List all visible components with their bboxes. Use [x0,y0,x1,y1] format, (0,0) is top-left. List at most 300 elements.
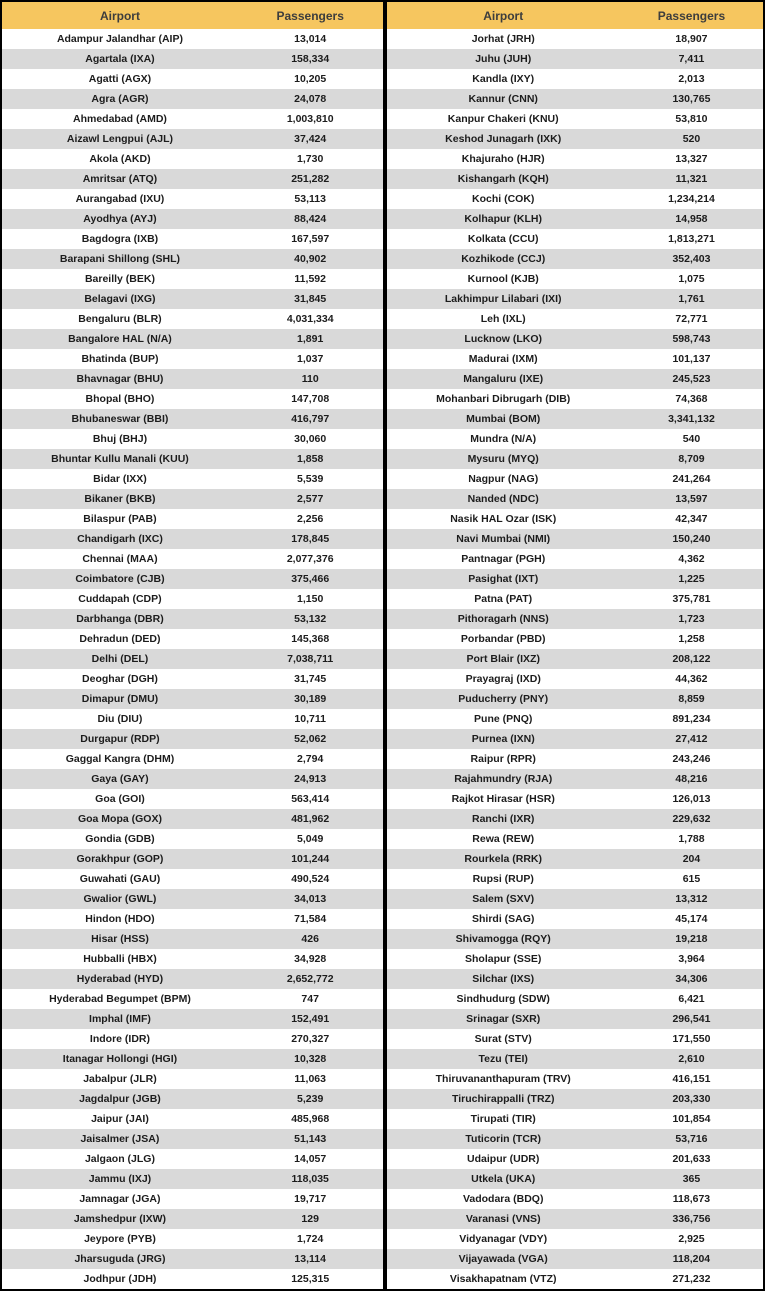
table-row [387,769,764,789]
passengers-cell: 130,765 [672,93,711,105]
passengers-cell: 11,592 [294,273,326,285]
passengers-cell: 7,038,711 [287,653,334,665]
airport-cell: Nagpur (NAG) [468,473,539,485]
airport-cell: Kolhapur (KLH) [464,213,542,225]
passengers-cell: 53,810 [675,113,708,125]
passengers-cell: 270,327 [291,1033,330,1045]
airport-cell: Mysuru (MYQ) [467,453,539,465]
table-row [387,1269,764,1289]
airport-cell: Vadodara (BDQ) [462,1193,544,1205]
table-row [387,969,764,989]
airport-cell: Hyderabad (HYD) [76,973,164,985]
table-row [387,109,764,129]
table-row [2,89,383,109]
passengers-cell: 241,264 [672,473,711,485]
airport-cell: Chennai (MAA) [82,553,158,565]
passengers-cell: 891,234 [672,713,711,725]
table-row [387,909,764,929]
table-row [2,209,383,229]
passengers-cell: 375,466 [291,573,330,585]
airport-column-header: Airport [483,8,524,23]
airport-cell: Darbhanga (DBR) [76,613,164,625]
table-row [2,1049,383,1069]
passengers-cell: 2,794 [297,753,324,765]
passengers-cell: 45,174 [675,913,708,925]
airport-cell: Durgapur (RDP) [80,733,160,745]
airport-cell: Juhu (JUH) [475,53,532,65]
passengers-cell: 416,797 [291,413,330,425]
passengers-cell: 485,968 [291,1113,330,1125]
airport-cell: Mundra (N/A) [470,433,537,445]
table-row [387,369,764,389]
airport-cell: Imphal (IMF) [89,1013,151,1025]
passengers-cell: 125,315 [291,1273,330,1285]
table-row [387,529,764,549]
airport-cell: Jamshedpur (IXW) [73,1213,167,1225]
table-row [2,289,383,309]
passengers-cell: 296,541 [672,1013,711,1025]
airport-cell: Bengaluru (BLR) [78,313,162,325]
passengers-cell: 37,424 [294,133,327,145]
airport-cell: Hisar (HSS) [91,933,149,945]
passengers-cell: 747 [301,993,319,1005]
airport-cell: Tirupati (TIR) [470,1113,536,1125]
passengers-cell: 53,113 [294,193,326,205]
passengers-cell: 4,362 [678,553,705,565]
table-row [2,829,383,849]
passengers-cell: 48,216 [675,773,708,785]
airport-cell: Rajahmundry (RJA) [454,773,553,785]
passengers-cell: 42,347 [675,513,708,525]
table-row [387,329,764,349]
table-row [2,189,383,209]
airport-cell: Pantnagar (PGH) [461,553,546,565]
passengers-cell: 490,524 [291,873,330,885]
airport-column-header: Airport [99,8,140,23]
table-row [387,689,764,709]
table-row [2,649,383,669]
table-row [2,1129,383,1149]
passengers-cell: 88,424 [294,213,327,225]
airport-cell: Rewa (REW) [472,833,535,845]
airport-cell: Srinagar (SXR) [466,1013,541,1025]
table-row [387,249,764,269]
passengers-cell: 1,258 [678,633,705,645]
table-row [2,489,383,509]
airport-cell: Khajuraho (HJR) [461,153,545,165]
table-row [387,649,764,669]
passengers-cell: 540 [682,433,701,445]
passengers-cell: 18,907 [675,33,708,45]
table-row [387,889,764,909]
airport-cell: Tuticorin (TCR) [465,1133,542,1145]
passengers-cell: 204 [682,853,701,865]
passengers-cell: 5,539 [297,473,324,485]
table-body [2,29,383,1289]
table-row [2,1009,383,1029]
passengers-cell: 4,031,334 [286,313,334,325]
table-row [2,449,383,469]
passengers-cell: 1,225 [678,573,705,585]
passengers-cell: 5,049 [297,833,324,845]
passengers-cell: 71,584 [294,913,327,925]
passengers-cell: 13,114 [294,1253,326,1265]
table-row [387,209,764,229]
passengers-cell: 1,037 [297,353,324,365]
table-row [387,269,764,289]
passengers-cell: 52,062 [294,733,327,745]
airport-cell: Lucknow (LKO) [464,333,542,345]
passengers-cell: 13,327 [675,153,708,165]
airport-cell: Ayodhya (AYJ) [83,213,157,225]
passengers-cell: 352,403 [672,253,711,265]
passengers-cell: 6,421 [678,993,705,1005]
airport-cell: Mohanbari Dibrugarh (DIB) [436,393,571,405]
airport-cell: Surat (STV) [474,1033,532,1045]
airport-cell: Gondia (GDB) [85,833,155,845]
airport-cell: Dehradun (DED) [79,633,161,645]
passengers-cell: 129 [301,1213,319,1225]
passengers-cell: 19,717 [294,1193,327,1205]
airport-cell: Leh (IXL) [480,313,526,325]
passengers-cell: 11,063 [294,1073,326,1085]
passengers-cell: 2,256 [297,513,324,525]
airport-cell: Bhuntar Kullu Manali (KUU) [51,453,189,465]
table-row [387,149,764,169]
table-row [387,789,764,809]
passengers-cell: 271,232 [672,1273,711,1285]
airport-cell: Bhuj (BHJ) [92,433,148,445]
airport-cell: Ahmedabad (AMD) [72,113,167,125]
airport-cell: Rupsi (RUP) [472,873,534,885]
table-row [2,469,383,489]
table-row [2,229,383,249]
table-row [387,849,764,869]
airport-cell: Nasik HAL Ozar (ISK) [450,513,557,525]
passengers-cell: 1,891 [297,333,324,345]
airport-cell: Salem (SXV) [472,893,535,905]
passengers-cell: 10,328 [294,1053,327,1065]
table-row [387,289,764,309]
passengers-cell: 30,189 [294,693,327,705]
passengers-cell: 34,928 [294,953,327,965]
table-row [387,429,764,449]
airport-cell: Aurangabad (IXU) [75,193,165,205]
airport-cell: Jabalpur (JLR) [83,1073,157,1085]
airport-cell: Varanasi (VNS) [465,1213,541,1225]
passengers-cell: 1,150 [297,593,324,605]
table-row [387,1009,764,1029]
passengers-cell: 8,859 [678,693,705,705]
airport-cell: Jaipur (JAI) [91,1113,149,1125]
passengers-cell: 110 [301,373,319,385]
passengers-cell: 126,013 [672,793,711,805]
airport-cell: Visakhapatnam (VTZ) [449,1273,557,1285]
airport-cell: Guwahati (GAU) [79,873,161,885]
airport-cell: Puducherry (PNY) [458,693,549,705]
airport-cell: Jorhat (JRH) [471,33,535,45]
airport-cell: Jammu (IXJ) [88,1173,152,1185]
airport-cell: Aizawl Lengpui (AJL) [66,133,174,145]
table-row [2,809,383,829]
airport-cell: Silchar (IXS) [472,973,535,985]
passengers-cell: 118,673 [672,1193,711,1205]
table-row [2,349,383,369]
passengers-cell: 24,913 [294,773,327,785]
airport-cell: Prayagraj (IXD) [465,673,541,685]
passengers-cell: 5,239 [297,1093,324,1105]
table-row [387,1229,764,1249]
table-row [387,549,764,569]
table-row [387,1129,764,1149]
table-row [2,149,383,169]
passengers-column-header: Passengers [276,8,344,23]
passengers-cell: 1,730 [297,153,324,165]
table-row [387,709,764,729]
airport-cell: Pithoragarh (NNS) [457,613,549,625]
airport-cell: Agatti (AGX) [88,73,152,85]
table-row [2,1149,383,1169]
table-row [2,629,383,649]
passengers-cell: 208,122 [672,653,711,665]
airport-cell: Kochi (COK) [472,193,535,205]
table-row [387,389,764,409]
table-row [2,729,383,749]
passengers-cell: 1,723 [678,613,705,625]
passengers-cell: 53,716 [675,1133,708,1145]
airport-cell: Itanagar Hollongi (HGI) [62,1053,178,1065]
airport-cell: Port Blair (IXZ) [466,653,540,665]
airport-cell: Kandla (IXY) [472,73,535,85]
passengers-cell: 481,962 [291,813,330,825]
passengers-cell: 2,577 [297,493,324,505]
airport-cell: Hyderabad Begumpet (BPM) [49,993,191,1005]
airport-cell: Ranchi (IXR) [472,813,535,825]
table-row [387,1189,764,1209]
table-row [2,29,383,49]
table-row [387,309,764,329]
airport-cell: Bareilly (BEK) [84,273,155,285]
airport-cell: Rajkot Hirasar (HSR) [451,793,555,805]
passengers-cell: 19,218 [675,933,708,945]
airport-cell: Porbandar (PBD) [460,633,546,645]
table-row [2,709,383,729]
table-row [387,1109,764,1129]
table-row [2,1109,383,1129]
passengers-cell: 1,075 [678,273,705,285]
airport-cell: Bhatinda (BUP) [81,353,159,365]
passengers-cell: 118,035 [291,1173,329,1185]
airport-cell: Gwalior (GWL) [83,893,157,905]
table-row [2,1269,383,1289]
table-row [2,409,383,429]
airport-cell: Agartala (IXA) [85,53,155,65]
passengers-cell: 3,341,132 [668,413,715,425]
passengers-cell: 74,368 [675,393,708,405]
airport-cell: Rourkela (RRK) [464,853,542,865]
airport-cell: Lakhimpur Lilabari (IXI) [444,293,562,305]
airport-cell: Agra (AGR) [91,93,149,105]
table-row [2,429,383,449]
table-row [387,29,764,49]
airport-cell: Shivamogga (RQY) [455,933,551,945]
airport-cell: Utkela (UKA) [471,1173,536,1185]
table-row [2,609,383,629]
passengers-cell: 152,491 [291,1013,330,1025]
passengers-cell: 563,414 [291,793,330,805]
airport-table-right [383,2,764,1289]
table-row [2,549,383,569]
airport-cell: Amritsar (ATQ) [82,173,158,185]
table-row [2,589,383,609]
passengers-cell: 147,708 [291,393,330,405]
table-row [2,329,383,349]
passengers-cell: 31,745 [294,673,327,685]
table-row [2,1209,383,1229]
table-row [387,349,764,369]
passengers-cell: 201,633 [672,1153,711,1165]
passengers-cell: 31,845 [294,293,327,305]
table-row [387,949,764,969]
airport-cell: Deoghar (DGH) [82,673,158,685]
passengers-cell: 375,781 [672,593,711,605]
airport-cell: Keshod Junagarh (IXK) [445,133,562,145]
airport-cell: Mangaluru (IXE) [463,373,544,385]
table-row [2,269,383,289]
table-row [2,849,383,869]
table-row [387,629,764,649]
airport-cell: Bagdogra (IXB) [81,233,159,245]
table-row [2,249,383,269]
airport-cell: Jamnagar (JGA) [79,1193,161,1205]
table-row [2,1169,383,1189]
airport-cell: Jeypore (PYB) [84,1233,156,1245]
passengers-cell: 171,550 [672,1033,711,1045]
airport-table-left [2,2,383,1289]
table-row [2,889,383,909]
table-row [387,69,764,89]
table-row [387,1069,764,1089]
passengers-cell: 251,282 [291,173,330,185]
airport-cell: Shirdi (SAG) [472,913,535,925]
passengers-cell: 416,151 [672,1073,711,1085]
table-row [387,929,764,949]
passengers-cell: 1,858 [297,453,324,465]
airport-cell: Hindon (HDO) [85,913,155,925]
table-row [2,1089,383,1109]
passengers-cell: 243,246 [672,753,711,765]
table-row [2,749,383,769]
passengers-cell: 14,958 [675,213,708,225]
passengers-cell: 426 [301,933,319,945]
airport-cell: Kozhikode (CCJ) [461,253,546,265]
table-row [2,1229,383,1249]
airport-cell: Delhi (DEL) [91,653,149,665]
airport-cell: Goa (GOI) [95,793,145,805]
passengers-cell: 10,205 [294,73,327,85]
passengers-cell: 14,057 [294,1153,327,1165]
table-row [387,1029,764,1049]
table-row [387,609,764,629]
table-row [2,389,383,409]
table-row [387,1169,764,1189]
table-row [387,509,764,529]
passengers-cell: 24,078 [294,93,327,105]
passengers-cell: 44,362 [675,673,708,685]
passengers-cell: 2,610 [678,1053,705,1065]
passengers-cell: 178,845 [291,533,330,545]
table-row [387,129,764,149]
airport-cell: Tezu (TEI) [478,1053,528,1065]
table-row [387,1049,764,1069]
table-row [387,169,764,189]
airport-cell: Madurai (IXM) [468,353,538,365]
passengers-cell: 101,244 [291,853,330,865]
table-row [2,869,383,889]
airport-cell: Kishangarh (KQH) [457,173,549,185]
table-header [387,2,764,29]
table-row [387,569,764,589]
table-row [2,49,383,69]
table-row [387,869,764,889]
table-row [387,989,764,1009]
airport-cell: Sindhudurg (SDW) [456,993,550,1005]
airport-cell: Bangalore HAL (N/A) [68,333,172,345]
table-row [2,1249,383,1269]
passengers-cell: 3,964 [678,953,705,965]
table-row [2,509,383,529]
airport-cell: Purnea (IXN) [471,733,535,745]
airport-cell: Sholapur (SSE) [464,953,542,965]
airport-cell: Kannur (CNN) [468,93,538,105]
table-row [2,769,383,789]
airport-cell: Hubballi (HBX) [83,953,157,965]
airport-cell: Indore (IDR) [89,1033,150,1045]
airport-cell: Gaggal Kangra (DHM) [65,753,175,765]
passengers-cell: 1,788 [678,833,705,845]
passengers-cell: 53,132 [294,613,327,625]
passengers-cell: 7,411 [678,53,705,65]
airport-cell: Jaisalmer (JSA) [80,1133,160,1145]
table-row [387,49,764,69]
passengers-cell: 2,013 [678,73,705,85]
passengers-cell: 10,711 [294,713,326,725]
table-row [387,589,764,609]
passengers-cell: 1,003,810 [286,113,334,125]
table-row [2,309,383,329]
table-row [2,129,383,149]
table-row [387,409,764,429]
airport-cell: Nanded (NDC) [467,493,539,505]
table-row [387,749,764,769]
airport-cell: Udaipur (UDR) [467,1153,540,1165]
table-row [2,369,383,389]
table-row [2,909,383,929]
table-header [2,2,383,29]
passengers-cell: 34,306 [675,973,708,985]
passengers-cell: 13,597 [675,493,708,505]
passengers-cell: 1,761 [678,293,705,305]
table-body [387,29,764,1289]
passengers-cell: 167,597 [291,233,330,245]
airport-cell: Jharsuguda (JRG) [74,1253,166,1265]
airport-cell: Diu (DIU) [97,713,143,725]
airport-cell: Akola (AKD) [89,153,151,165]
table-row [2,949,383,969]
passengers-cell: 336,756 [672,1213,711,1225]
passengers-cell: 34,013 [294,893,327,905]
table-row [2,69,383,89]
